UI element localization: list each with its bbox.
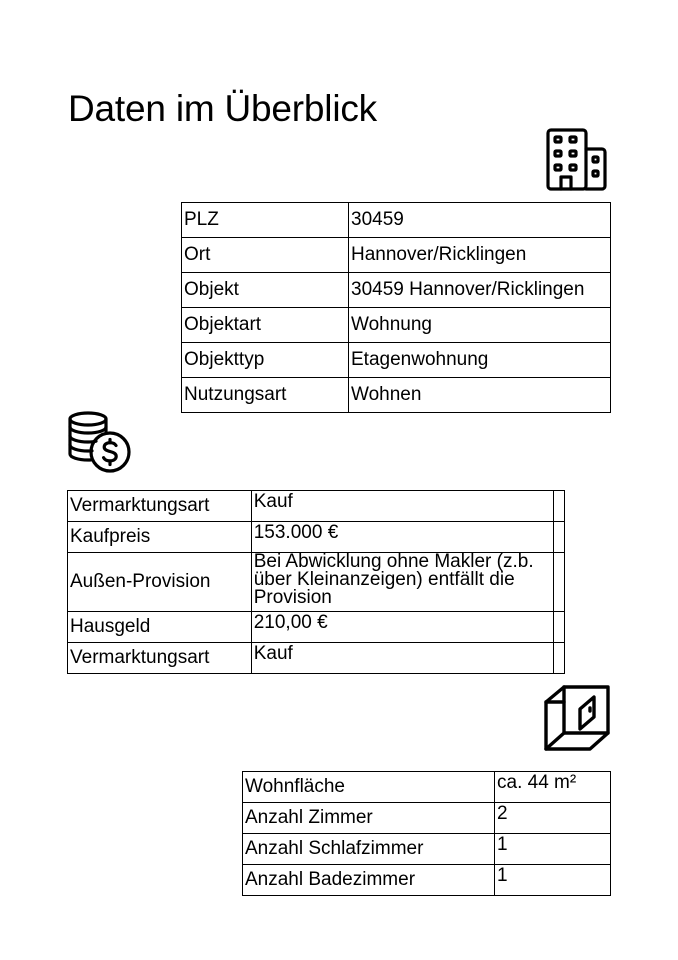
empty-cell	[553, 612, 564, 643]
table-row	[243, 834, 611, 865]
row-value: Bei Abwicklung ohne Makler (z.b. über Kleinanzeigen) entfällt die Provision	[251, 553, 553, 612]
table-row	[182, 308, 611, 343]
row-value: 2	[495, 803, 611, 834]
row-label: Anzahl Badezimmer	[243, 865, 495, 896]
row-label: Vermarktungsart	[68, 643, 252, 674]
objekt-table	[181, 202, 611, 413]
row-label: Vermarktungsart	[68, 491, 252, 522]
row-value: 210,00 €	[251, 612, 553, 643]
row-value: 30459	[349, 203, 611, 238]
table-row	[243, 865, 611, 896]
empty-cell	[553, 491, 564, 522]
table-row	[243, 772, 611, 803]
row-value: 30459 Hannover/Ricklingen	[349, 273, 611, 308]
table-row	[68, 491, 565, 522]
row-value: 1	[495, 834, 611, 865]
flaechen-table	[242, 771, 611, 896]
row-value: Hannover/Ricklingen	[349, 238, 611, 273]
coins-dollar-icon	[67, 411, 133, 475]
row-label: Nutzungsart	[182, 378, 349, 413]
preise-table	[67, 490, 565, 674]
table-row	[68, 553, 565, 612]
row-label: Außen-Provision	[68, 553, 252, 612]
row-value: 153.000 €	[251, 522, 553, 553]
row-label: Objektart	[182, 308, 349, 343]
table-row	[68, 612, 565, 643]
row-label: Anzahl Schlafzimmer	[243, 834, 495, 865]
table-row	[243, 803, 611, 834]
row-value: ca. 44 m²	[495, 772, 611, 803]
table-row	[182, 378, 611, 413]
row-label: Hausgeld	[68, 612, 252, 643]
row-label: Objekt	[182, 273, 349, 308]
table-row	[68, 522, 565, 553]
row-value: Wohnung	[349, 308, 611, 343]
empty-cell	[553, 553, 564, 612]
row-value: 1	[495, 865, 611, 896]
table-row	[182, 343, 611, 378]
building-icon	[545, 127, 609, 191]
table-row	[182, 203, 611, 238]
row-value: Wohnen	[349, 378, 611, 413]
room-door-icon	[544, 685, 610, 751]
table-row	[182, 273, 611, 308]
row-label: Objekttyp	[182, 343, 349, 378]
page-title: Daten im Überblick	[68, 87, 377, 129]
table-row	[182, 238, 611, 273]
row-value: Kauf	[251, 643, 553, 674]
row-label: Ort	[182, 238, 349, 273]
row-value: Kauf	[251, 491, 553, 522]
row-label: Kaufpreis	[68, 522, 252, 553]
empty-cell	[553, 522, 564, 553]
empty-cell	[553, 643, 564, 674]
row-label: Wohnfläche	[243, 772, 495, 803]
row-value: Etagenwohnung	[349, 343, 611, 378]
row-label: Anzahl Zimmer	[243, 803, 495, 834]
table-row	[68, 643, 565, 674]
row-label: PLZ	[182, 203, 349, 238]
